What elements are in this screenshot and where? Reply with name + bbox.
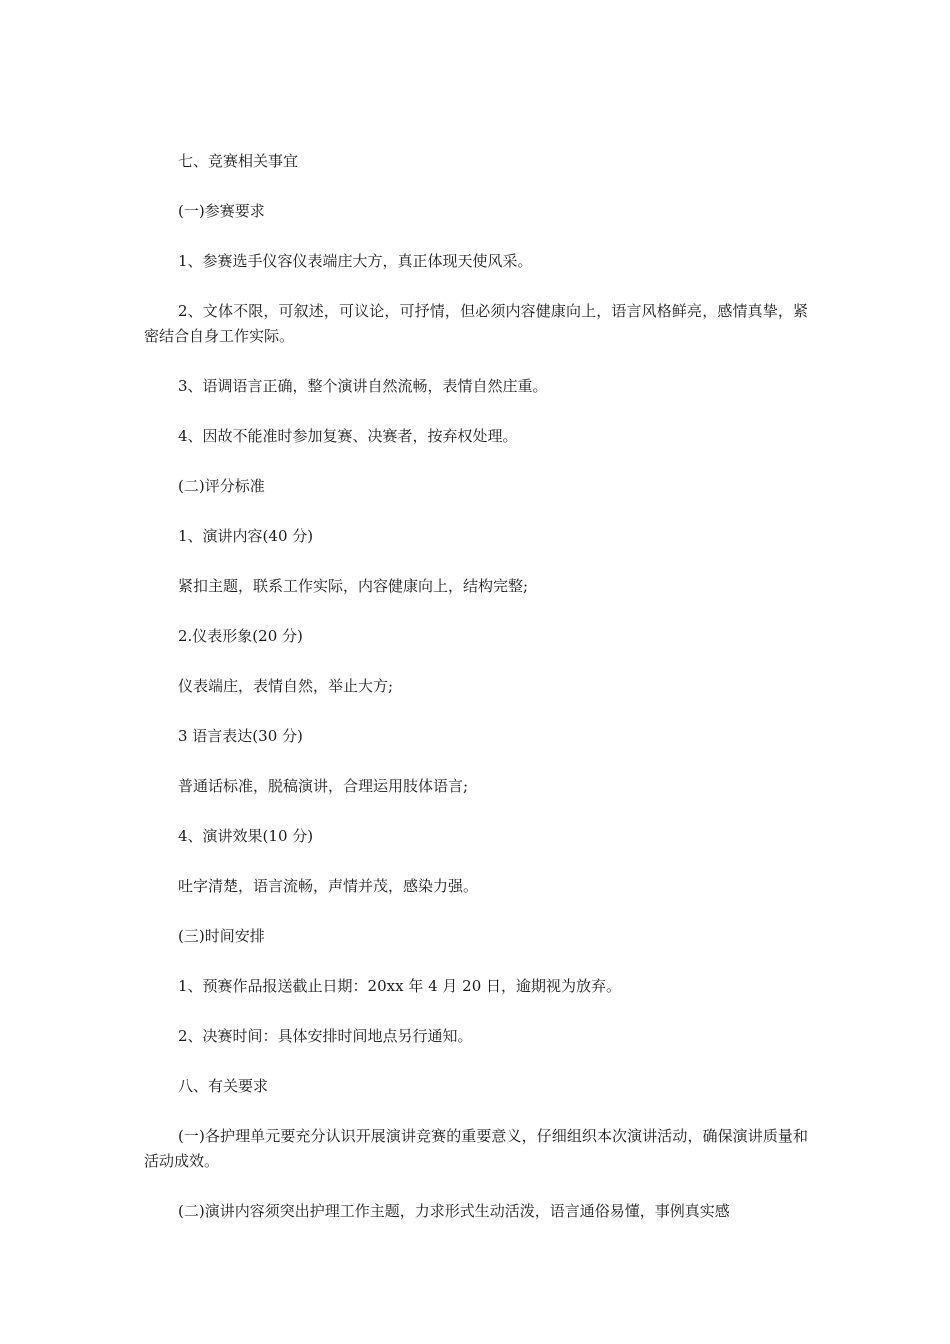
requirement-item-2: 2、文体不限，可叙述，可议论，可抒情，但必须内容健康向上，语言风格鲜亮，感情真挚，紧密结合自身工作实际。 [144, 302, 808, 345]
scoring-item-content-title: 1、演讲内容(40 分) [178, 527, 314, 545]
requirement-item-1: 1、参赛选手仪容仪表端庄大方，真正体现天使风采。 [178, 252, 533, 270]
scoring-item-effect-title: 4、演讲效果(10 分) [178, 827, 314, 845]
related-requirement-1: (一)各护理单元要充分认识开展演讲竞赛的重要意义，仔细组织本次演讲活动，确保演讲质量和活动成效。 [144, 1127, 808, 1170]
subsection-heading-scoring: (二)评分标准 [178, 477, 265, 495]
scoring-item-appearance-desc: 仪表端庄，表情自然，举止大方; [178, 677, 394, 695]
subsection-heading-requirements: (一)参赛要求 [178, 202, 265, 220]
related-requirement-2: (二)演讲内容须突出护理工作主题，力求形式生动活泼，语言通俗易懂，事例真实感 [178, 1202, 730, 1220]
section-heading-eight: 八、有关要求 [178, 1077, 269, 1095]
schedule-item-1: 1、预赛作品报送截止日期：20xx 年 4 月 20 日，逾期视为放弃。 [178, 977, 622, 995]
schedule-item-2: 2、决赛时间：具体安排时间地点另行通知。 [178, 1027, 473, 1045]
scoring-item-content-desc: 紧扣主题，联系工作实际，内容健康向上，结构完整; [178, 577, 529, 595]
requirement-item-3: 3、语调语言正确，整个演讲自然流畅，表情自然庄重。 [178, 377, 548, 395]
scoring-item-language-title: 3 语言表达(30 分) [178, 727, 303, 745]
document-body [144, 149, 808, 1249]
scoring-item-language-desc: 普通话标准，脱稿演讲，合理运用肢体语言; [178, 777, 469, 795]
scoring-item-effect-desc: 吐字清楚，语言流畅，声情并茂，感染力强。 [178, 877, 479, 895]
scoring-item-appearance-title: 2.仪表形象(20 分) [178, 627, 303, 645]
requirement-item-4: 4、因故不能准时参加复赛、决赛者，按弃权处理。 [178, 427, 518, 445]
subsection-heading-schedule: (三)时间安排 [178, 927, 265, 945]
section-heading-seven: 七、竞赛相关事宜 [178, 152, 299, 170]
